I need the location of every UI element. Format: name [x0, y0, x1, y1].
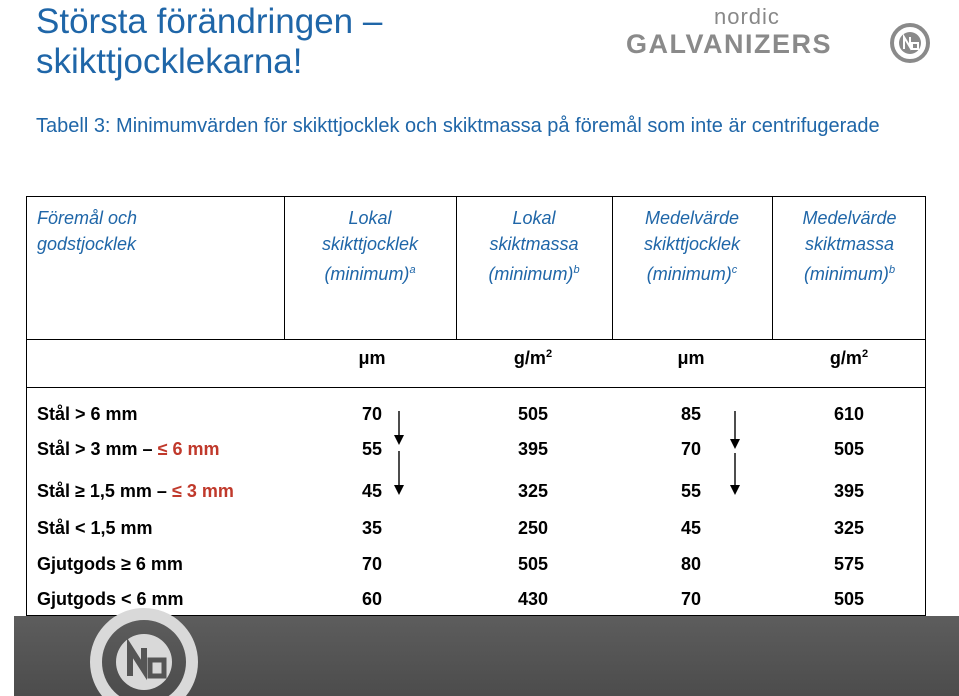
table-cell: 505	[833, 589, 865, 609]
table-cell: 35	[361, 518, 383, 538]
table-cell: 70	[680, 439, 702, 459]
row-label: Gjutgods < 6 mm	[37, 589, 184, 609]
row-label: Stål ≥ 1,5 mm – ≤ 3 mm	[37, 481, 234, 501]
logo-galvanizers-text: GALVANIZERS	[626, 29, 833, 59]
header-cell-mean-mass: Medelvärde skiktmassa (minimum)$^b$	[802, 208, 897, 284]
nordic-galvanizers-logo	[622, 4, 932, 64]
table-cell: 45	[680, 518, 702, 538]
down-arrow-icon	[725, 409, 745, 499]
down-arrow-icon	[387, 409, 407, 499]
unit-cell: $g/m^2$	[829, 348, 869, 368]
row-label: Stål > 3 mm – ≤ 6 mm	[37, 439, 220, 459]
table-cell: 505	[517, 554, 549, 574]
slide-title: Största förändringen – skikttjocklekarna!	[36, 2, 383, 81]
table-cell: 55	[361, 439, 383, 459]
table-cell: 60	[361, 589, 383, 609]
logo-nordic-text: nordic	[714, 4, 780, 29]
table-caption: Tabell 3: Minimumvärden för skikttjocklek och skiktmassa på föremål som inte är centrifugerade	[36, 115, 880, 137]
table-cell: 80	[680, 554, 702, 574]
row-label: Gjutgods ≥ 6 mm	[37, 554, 183, 574]
table-cell: 430	[517, 589, 549, 609]
header-cell-local-thickness: Lokal skikttjocklek (minimum)$^a$	[321, 208, 419, 284]
row-label: Stål < 1,5 mm	[37, 518, 153, 538]
unit-cell: μm	[358, 348, 386, 368]
table-cell: 325	[517, 481, 549, 501]
ng-badge-icon	[890, 23, 930, 63]
table-cell: 70	[680, 589, 702, 609]
table-cell: 575	[833, 554, 865, 574]
unit-cell: $g/m^2$	[513, 348, 553, 368]
table-cell: 250	[517, 518, 549, 538]
header-cell-object: Föremål och godstjocklek	[37, 208, 138, 254]
ng-watermark-icon	[84, 600, 204, 696]
thickness-table	[26, 196, 926, 616]
header-cell-mean-thickness: Medelvärde skikttjocklek (minimum)$^c$	[643, 208, 741, 284]
table-cell: 45	[361, 481, 383, 501]
table-cell: 505	[833, 439, 865, 459]
table-cell: 505	[517, 404, 549, 424]
table-cell: 395	[517, 439, 549, 459]
table-cell: 610	[833, 404, 865, 424]
table-cell: 55	[680, 481, 702, 501]
unit-cell: μm	[677, 348, 705, 368]
table-cell: 325	[833, 518, 865, 538]
table-cell: 395	[833, 481, 865, 501]
table-cell: 70	[361, 554, 383, 574]
row-label: Stål > 6 mm	[37, 404, 138, 424]
header-cell-local-mass: Lokal skiktmassa (minimum)$^b$	[488, 208, 580, 284]
table-cell: 70	[361, 404, 383, 424]
table-cell: 85	[680, 404, 702, 424]
